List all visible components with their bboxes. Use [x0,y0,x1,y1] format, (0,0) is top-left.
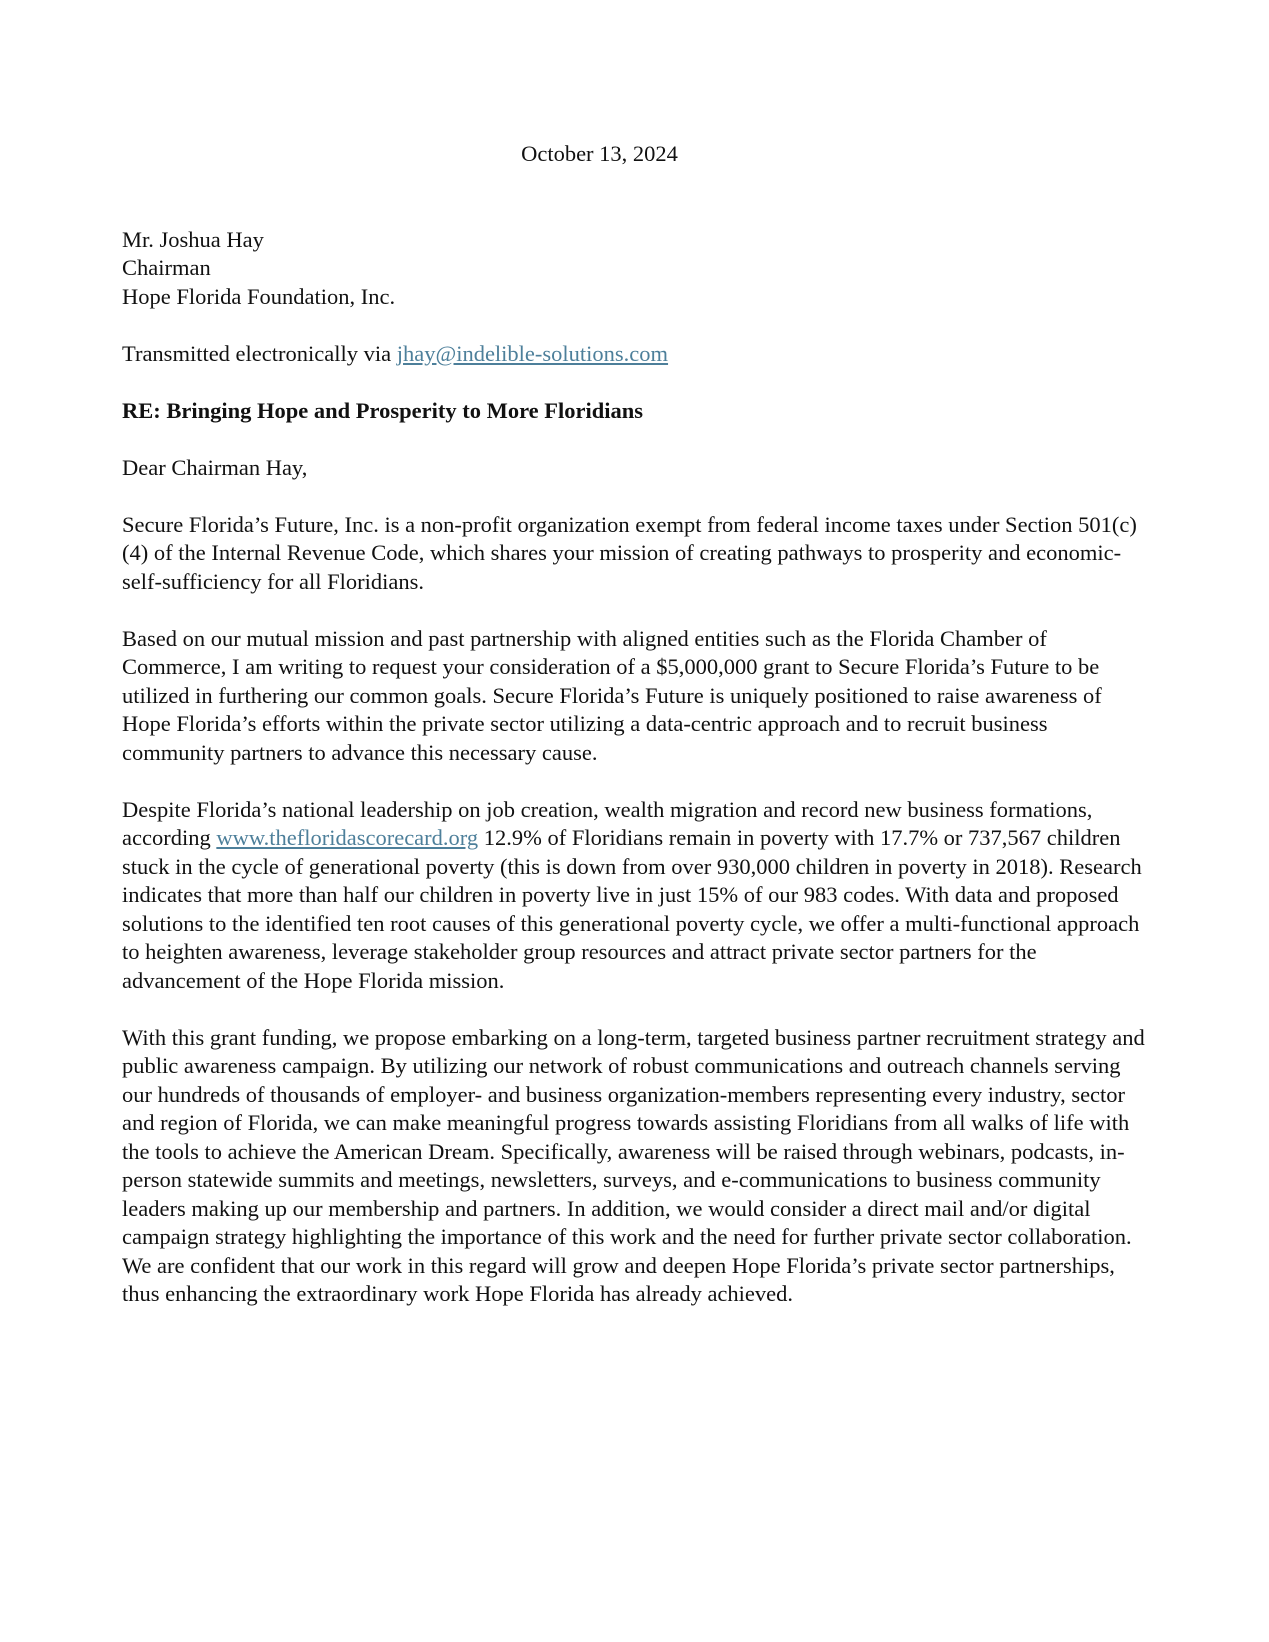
transmittal-prefix: Transmitted electronically via [122,340,397,366]
paragraph-3-text-before: Despite Florida’s national leadership on job creation, wealth migration and record new business formations, according [122,796,1093,850]
transmittal-line [122,340,1149,369]
paragraph-3 [122,796,1149,996]
subject-line: RE: Bringing Hope and Prosperity to More Floridians [122,397,644,423]
recipient-name: Mr. Joshua Hay [122,226,264,252]
paragraph-3-text-after: 12.9% of Floridians remain in poverty with 17.7% or 737,567 children stuck in the cycle of generational poverty (this is down from over 930,000 children in poverty in 2018). Research indicates that more than half our children in poverty live in just 15% of our 983 codes. With data and proposed solutions to the identified ten root causes of this generational poverty cycle, we offer a multi-functional approach to heighten awareness, leverage stakeholder group resources and attract private sector partners for the advancement of the Hope Florida mission. [122,825,1142,993]
recipient-block [122,226,1149,312]
paragraph-2: Based on our mutual mission and past partnership with aligned entities such as the Florida Chamber of Commerce, I am writing to request your consideration of a $5,000,000 grant to Secure Florida’s Future to be utilized in furthering our common goals. Secure Florida’s Future is uniquely positioned to raise awareness of Hope Florida’s efforts within the private sector utilizing a data-centric approach and to recruit business community partners to advance this necessary cause. [122,625,1102,765]
letter-date: October 13, 2024 [521,141,678,166]
paragraph-1: Secure Florida’s Future, Inc. is a non-profit organization exempt from federal income taxes under Section 501(c)(4) of the Internal Revenue Code, which shares your mission of creating pathways to prosperity and economic-self-sufficiency for all Floridians. [122,511,1137,594]
floridascorecard-link[interactable]: www.thefloridascorecard.org [216,825,479,850]
recipient-email-link[interactable]: jhay@indelible-solutions.com [396,340,669,366]
salutation: Dear Chairman Hay, [122,454,308,480]
recipient-title: Chairman [122,255,211,280]
recipient-organization: Hope Florida Foundation, Inc. [122,283,396,309]
paragraph-4: With this grant funding, we propose embarking on a long-term, targeted business partner recruitment strategy and public awareness campaign. By utilizing our network of robust communications and outreach channels serving our hundreds of thousands of employer- and business organization-members representing every industry, sector and region of Florida, we can make meaningful progress towards assisting Floridians from all walks of life with the tools to achieve the American Dream. Specifically, awareness will be raised through webinars, podcasts, in-person statewide summits and meetings, newsletters, surveys, and e-communications to business community leaders making up our membership and partners. In addition, we would consider a direct mail and/or digital campaign strategy highlighting the importance of this work and the need for further private sector collaboration. We are confident that our work in this regard will grow and deepen Hope Florida’s private sector partnerships, thus enhancing the extraordinary work Hope Florida has already achieved. [122,1024,1145,1306]
